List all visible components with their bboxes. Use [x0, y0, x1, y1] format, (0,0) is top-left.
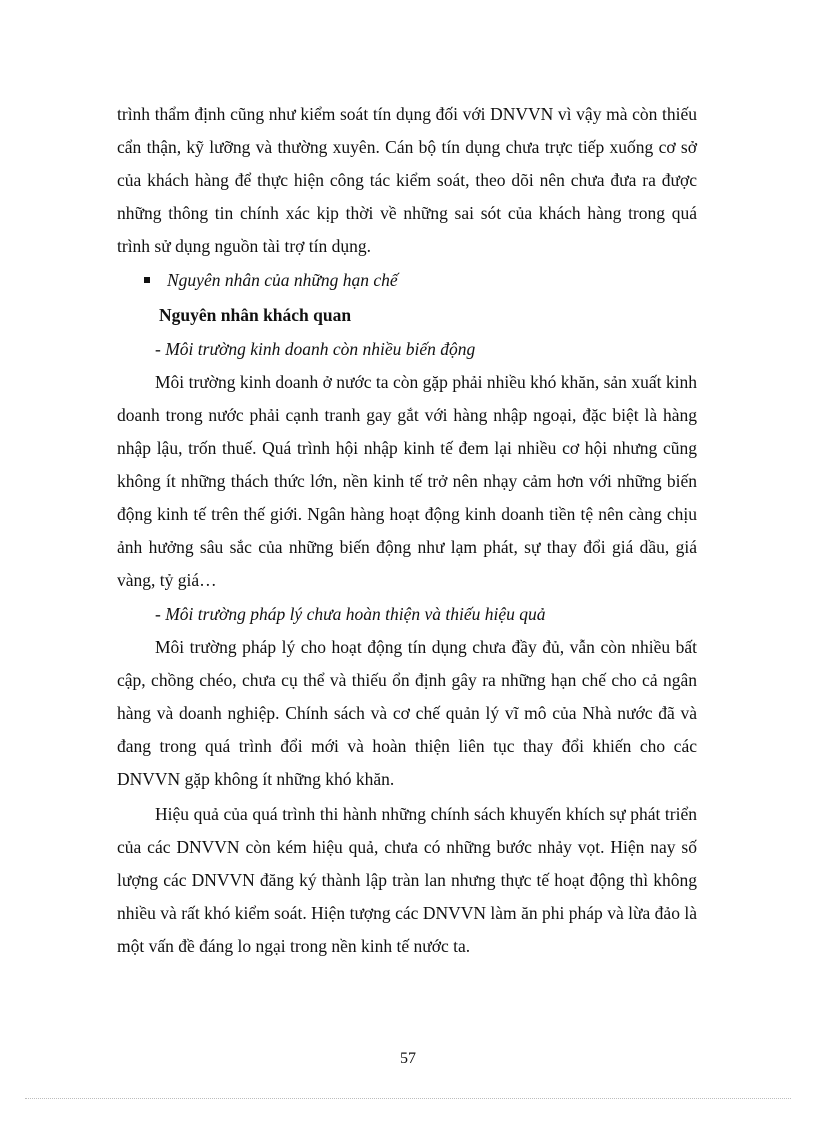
paragraph-legal-environment: Môi trường pháp lý cho hoạt động tín dụng chưa đầy đủ, vẫn còn nhiều bất cập, chồng chéo, chưa cụ thể và thiếu ổn định gây ra những hạn chế cho cả ngân hàng và doanh nghiệp. Chính sách và cơ chế quản lý vĩ mô của Nhà nước đã và đang trong quá trình đổi mới và hoàn thiện liên tục thay đổi khiến cho các DNVVN gặp không ít những khó khăn. [117, 637, 697, 789]
paragraph-policy-effectiveness: Hiệu quả của quá trình thi hành những chính sách khuyến khích sự phát triển của các DNVVN còn kém hiệu quả, chưa có những bước nhảy vọt. Hiện nay số lượng các DNVVN đăng ký thành lập tràn lan nhưng thực tế hoạt động thì không nhiều và rất khó kiểm soát. Hiện tượng các DNVVN làm ăn phi pháp và lừa đảo là một vấn đề đáng lo ngại trong nền kinh tế nước ta. [117, 804, 697, 956]
subsection-heading-business-environment: - Môi trường kinh doanh còn nhiều biến động [155, 339, 476, 359]
square-bullet-icon [144, 277, 150, 283]
bullet-heading-text: Nguyên nhân của những hạn chế [167, 270, 398, 290]
bullet-heading [117, 264, 697, 297]
intro-paragraph: trình thẩm định cũng như kiểm soát tín dụng đối với DNVVN vì vậy mà còn thiếu cẩn thận, kỹ lưỡng và thường xuyên. Cán bộ tín dụng chưa trực tiếp xuống cơ sở của khách hàng để thực hiện công tác kiểm soát, theo dõi nên chưa đưa ra được những thông tin chính xác kịp thời về những sai sót của khách hàng trong quá trình sử dụng nguồn tài trợ tín dụng. [117, 104, 697, 256]
page-number: 57 [400, 1050, 416, 1067]
paragraph-business-environment: Môi trường kinh doanh ở nước ta còn gặp phải nhiều khó khăn, sản xuất kinh doanh trong nước phải cạnh tranh gay gắt với hàng nhập ngoại, đặc biệt là hàng nhập lậu, trốn thuế. Quá trình hội nhập kinh tế đem lại nhiều cơ hội nhưng cũng không ít những thách thức lớn, nền kinh tế trở nên nhạy cảm hơn với những biến động kinh tế trên thế giới. Ngân hàng hoạt động kinh doanh tiền tệ nên càng chịu ảnh hưởng sâu sắc của những biến động như lạm phát, sự thay đổi giá dầu, giá vàng, tỷ giá… [117, 372, 697, 590]
subsection-heading-legal-environment: - Môi trường pháp lý chưa hoàn thiện và thiếu hiệu quả [155, 604, 546, 624]
page-body [117, 98, 697, 963]
section-heading: Nguyên nhân khách quan [159, 305, 352, 325]
footer-dotted-divider [25, 1098, 791, 1099]
